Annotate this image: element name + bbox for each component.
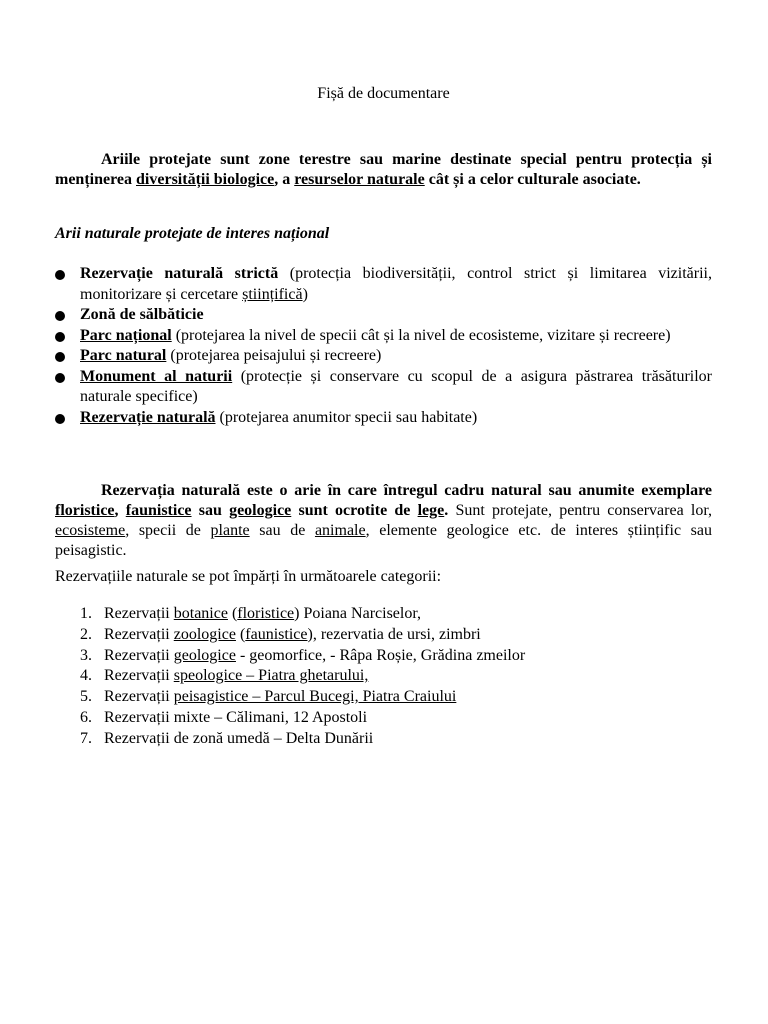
bullet-text: (protejarea peisajului și recreere) <box>166 347 382 364</box>
bullet-item <box>55 367 712 408</box>
definition-bold-1: Rezervația naturală este o arie în care întregul cadru natural sau anumite exemplare <box>101 482 712 499</box>
category-item <box>55 687 712 708</box>
bullet-dot-icon <box>55 352 65 362</box>
link-floristice[interactable]: floristice <box>55 502 115 519</box>
protected-areas-list <box>55 264 712 428</box>
category-link[interactable]: floristice <box>237 605 295 622</box>
bullet-item <box>55 346 712 367</box>
bullet-item <box>55 305 712 326</box>
category-text: ( <box>227 605 238 622</box>
category-text: Rezervații <box>104 605 174 622</box>
definition-paragraph <box>55 481 712 561</box>
bullet-dot-icon <box>55 414 65 424</box>
link-animale[interactable]: animale <box>314 522 366 539</box>
category-text: - geomorfice, - Râpa Roșie, Grădina zmeilor <box>235 646 526 664</box>
bullet-item <box>55 326 712 347</box>
bullet-term[interactable]: Rezervație naturală <box>80 408 216 426</box>
definition-text-2: , specii de <box>125 522 211 539</box>
definition-bold-4: sunt ocrotite de <box>291 502 418 519</box>
link-ecosisteme[interactable]: ecosisteme <box>55 522 126 539</box>
link-resurselor-naturale[interactable]: resurselor naturale <box>294 171 425 188</box>
category-item <box>55 729 712 750</box>
category-item <box>55 708 712 729</box>
bullet-dot-icon <box>55 311 65 321</box>
category-number: 6. <box>80 708 92 726</box>
category-number: 1. <box>80 605 92 622</box>
definition-bold-5: . <box>444 502 449 519</box>
section-heading: Arii naturale protejate de interes național <box>55 225 330 242</box>
category-number: 2. <box>80 625 92 643</box>
category-text: Rezervații <box>104 625 174 643</box>
intro-text-1: Ariile protejate sunt zone terestre sau marine destinate special pentru protecția și menținerea <box>55 151 712 188</box>
intro-paragraph <box>55 150 712 190</box>
category-link[interactable]: geologice <box>173 646 236 664</box>
intro-text-2: , a <box>274 171 295 188</box>
document-title: Fișă de documentare <box>317 85 450 102</box>
bullet-term[interactable]: Parc național <box>80 326 172 344</box>
bullet-dot-icon <box>55 332 65 342</box>
category-text: Rezervații mixte – Călimani, 12 Apostoli <box>104 708 368 726</box>
category-text: Rezervații <box>104 688 174 706</box>
definition-text-4: , elemente geologice etc. de interes științific sau peisagistic. <box>55 522 713 559</box>
link-stiintifica[interactable]: științifică <box>242 285 303 303</box>
bullet-text: (protecție și conservare cu scopul de a asigura păstrarea trăsăturilor naturale specifice) <box>80 367 712 405</box>
bullet-text: (protecția biodiversității, control strict și limitarea vizitării, monitorizare și cercetare <box>80 265 712 303</box>
bullet-dot-icon <box>55 270 65 280</box>
bullet-text: (protejarea la nivel de specii cât și la nivel de ecosisteme, vizitare și recreere) <box>171 326 671 344</box>
bullet-term: Zonă de sălbăticie <box>80 306 204 323</box>
category-text: Rezervații <box>104 646 174 664</box>
category-text: ( <box>235 625 246 643</box>
category-link[interactable]: speologice – Piatra ghetarului, <box>173 667 369 685</box>
bullet-term: Rezervație naturală strictă <box>80 265 279 282</box>
bullet-item <box>55 408 712 429</box>
link-diversitatii-biologice[interactable]: diversității biologice <box>136 171 275 188</box>
category-link[interactable]: faunistice <box>245 625 308 643</box>
document-page <box>55 84 712 750</box>
bullet-text: (protejarea anumitor specii sau habitate) <box>215 408 478 426</box>
bullet-term[interactable]: Parc natural <box>80 347 167 364</box>
category-item <box>55 604 712 625</box>
category-item <box>55 666 712 687</box>
category-text: ), rezervatia de ursi, zimbri <box>307 625 481 643</box>
category-number: 3. <box>80 646 92 664</box>
definition-bold-3: sau <box>191 502 230 519</box>
category-number: 4. <box>80 667 92 685</box>
link-geologice[interactable]: geologice <box>229 502 292 519</box>
category-link[interactable]: botanice <box>173 605 228 622</box>
intro-text-3: cât și a celor culturale asociate. <box>424 171 641 188</box>
link-plante[interactable]: plante <box>210 522 250 539</box>
bullet-dot-icon <box>55 373 65 383</box>
category-text: Rezervații de zonă umedă – Delta Dunării <box>104 729 374 747</box>
definition-text-3: sau de <box>249 522 315 539</box>
categories-list <box>55 604 712 750</box>
link-faunistice[interactable]: faunistice <box>125 502 192 519</box>
link-lege[interactable]: lege <box>417 502 445 519</box>
category-item <box>55 625 712 646</box>
definition-text-1: Sunt protejate, pentru conservarea lor, <box>448 502 713 519</box>
category-item <box>55 646 712 667</box>
category-link[interactable]: zoologice <box>173 625 236 643</box>
bullet-term[interactable]: Monument al naturii <box>80 367 233 385</box>
category-text: ) Poiana Narciselor, <box>294 605 422 622</box>
definition-bold-2: , <box>114 502 126 519</box>
category-text: Rezervații <box>104 667 174 685</box>
categories-intro: Rezervațiile naturale se pot împărți în următoarele categorii: <box>55 568 442 585</box>
category-number: 5. <box>80 688 92 706</box>
category-number: 7. <box>80 729 92 747</box>
bullet-text: ) <box>302 285 308 303</box>
bullet-item <box>55 264 712 305</box>
category-link[interactable]: peisagistice – Parcul Bucegi, Piatra Craiului <box>173 688 457 706</box>
